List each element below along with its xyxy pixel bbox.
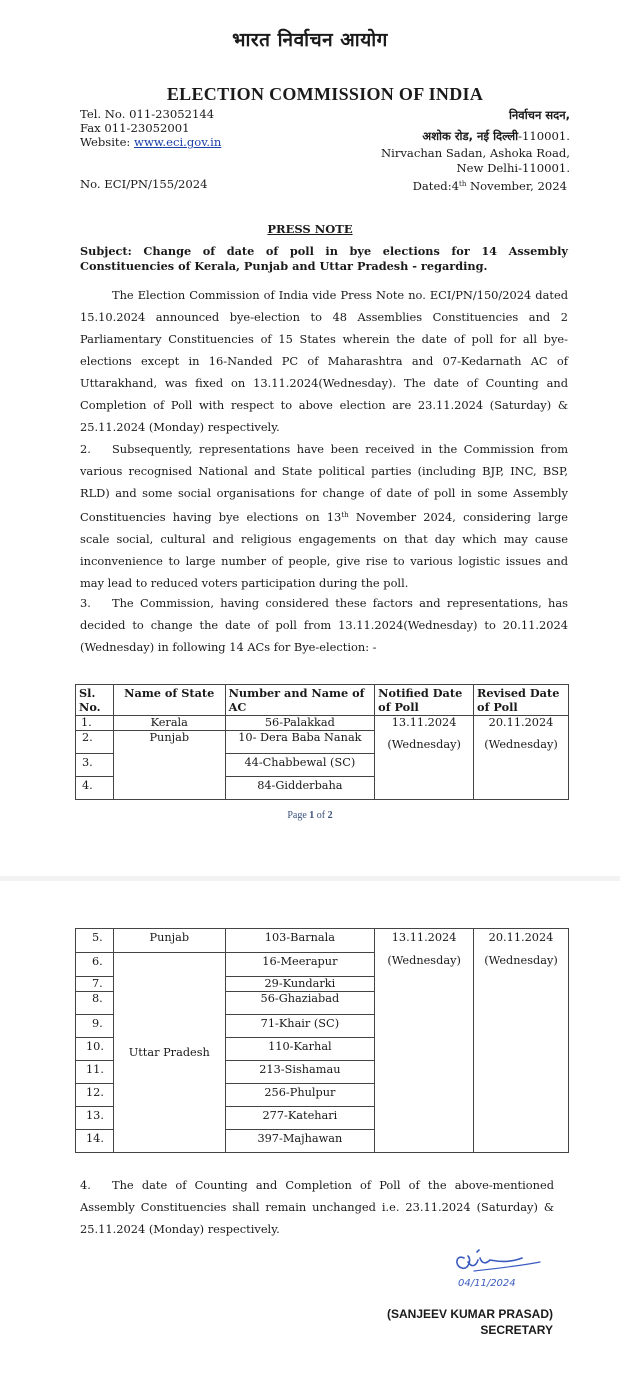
website-label: Website: (80, 135, 135, 149)
address-block (381, 108, 570, 175)
notified-date-cell: 13.11.2024 (Wednesday) (375, 716, 474, 800)
paragraph-1-text: The Election Commission of India vide Press Note no. ECI/PN/150/2024 dated 15.10.2024 announced bye-election to 48 Assemblies Constituencies and 2 Parliamentary Constituencies of 15 States wherein the date of poll for all bye-elections except in 16-Nanded PC of Maharashtra and 07-Kedarnath AC of Uttarakhand, was fixed on 13.11.2024(Wednesday). The date of Counting and Completion of Poll with respect to above election are 23.11.2024 (Saturday) & 25.11.2024 (Monday) respectively. (80, 288, 568, 434)
state-cell: Kerala (113, 716, 225, 731)
address-line1: Nirvachan Sadan, Ashoka Road, (380, 146, 570, 161)
header-state: Name of State (113, 685, 225, 716)
paragraph-2-text-a: Subsequently, representations have been received in the Commission from various recognised National and State political parties (including BJP, INC, BSP, RLD) and some social organisations for change of date of poll in some Assembly Constituencies having bye elections on 13 (80, 442, 568, 524)
signatory-block (387, 1306, 553, 1338)
bye-election-table-page2 (75, 928, 569, 1153)
state-cell: Punjab (113, 731, 225, 800)
paragraph-3-text: The Commission, having considered these factors and representations, has decided to change the date of poll from 13.11.2024(Wednesday) to 20.11.2024 (Wednesday) in following 14 ACs for Bye-election: - (80, 596, 568, 654)
table-row: 10. 110-Karhal (76, 1038, 569, 1061)
ac-cell: 213-Sishamau (225, 1061, 375, 1084)
table-row: 12. 256-Phulpur (76, 1084, 569, 1107)
paragraph-4-text: The date of Counting and Completion of Poll of the above-mentioned Assembly Constituencies shall remain unchanged i.e. 23.11.2024 (Saturday) & 25.11.2024 (Monday) respectively. (80, 1178, 554, 1236)
address-hindi-line1: निर्वाचन सदन, (508, 108, 570, 122)
table-row: 7. 29-Kundarki (76, 977, 569, 992)
ac-cell: 397-Majhawan (225, 1130, 375, 1153)
table-header-row (76, 685, 569, 716)
table-row: 14. 397-Majhawan (76, 1130, 569, 1153)
table-row: 4. 84-Gidderbaha (76, 777, 569, 800)
paragraph-2-text-b: November 2024, considering large scale social, cultural and religious engagements on that day which may cause inconvenience to large number of people, give rise to various logistic issues and may lead to reduced voters participation during the poll. (80, 510, 569, 590)
dated-sup: th (459, 180, 467, 188)
signature-icon (450, 1244, 550, 1294)
address-hindi-pin: -110001. (518, 128, 570, 143)
website-line (80, 135, 221, 149)
ac-cell: 56-Palakkad (225, 716, 375, 731)
bye-election-table-page1 (75, 684, 569, 800)
dated-suffix: November, 2024 (466, 179, 567, 193)
table-row: 9. 71-Khair (SC) (76, 1015, 569, 1038)
ac-cell: 71-Khair (SC) (225, 1015, 375, 1038)
paragraph-4-number: 4. (80, 1178, 91, 1192)
table-row: 1. Kerala 56-Palakkad 13.11.2024 (Wednesday) 20.11.2024 (Wednesday) (76, 716, 569, 731)
paragraph-2-number: 2. (80, 442, 91, 456)
paragraph-2-sup: th (341, 511, 349, 519)
current-page: 1 (309, 810, 315, 821)
ac-cell: 256-Phulpur (225, 1084, 375, 1107)
ac-cell: 10- Dera Baba Nanak (225, 731, 375, 754)
ac-cell: 56-Ghaziabad (225, 992, 375, 1015)
notified-date-cell: 13.11.2024 (Wednesday) (375, 929, 474, 1153)
dated-prefix: Dated:4 (412, 179, 460, 193)
ac-cell: 110-Karhal (225, 1038, 375, 1061)
table-row: 8. 56-Ghaziabad (76, 992, 569, 1015)
subject-line: Subject: Change of date of poll in bye elections for 14 Assembly Constituencies of Kerala, Punjab and Uttar Pradesh - regarding. (80, 244, 568, 273)
fax-number: Fax 011-23052001 (80, 121, 190, 135)
ac-cell: 16-Meerapur (225, 953, 375, 977)
address-hindi-line2 (381, 129, 570, 144)
website-link[interactable]: www.eci.gov.in (134, 135, 222, 149)
english-title-text: ELECTION COMMISSION OF INDIA (166, 84, 484, 104)
signatory-designation: SECRETARY (480, 1323, 553, 1337)
dated-line (413, 177, 567, 194)
signature-date: 04/11/2024 (458, 1278, 516, 1289)
table-row: 6. Uttar Pradesh 16-Meerapur (76, 953, 569, 977)
ac-cell: 44-Chabbewal (SC) (225, 754, 375, 777)
address-line2: New Delhi-110001. (456, 160, 570, 175)
press-note-title: PRESS NOTE (267, 222, 353, 236)
address-hindi-text: अशोक रोड, नई दिल्ली (422, 128, 519, 143)
header-notified-date: Notified Date of Poll (375, 685, 474, 716)
reference-number: No. ECI/PN/155/2024 (80, 177, 208, 191)
hindi-title: भारत निर्वाचन आयोग (232, 29, 388, 51)
revised-date-cell: 20.11.2024 (Wednesday) (474, 929, 569, 1153)
paragraph-1 (80, 284, 568, 438)
ac-cell: 29-Kundarki (225, 977, 375, 992)
paragraph-3 (80, 592, 568, 658)
paragraph-3-number: 3. (80, 596, 91, 610)
header-revised-date: Revised Date of Poll (474, 685, 569, 716)
table-row: 13. 277-Katehari (76, 1107, 569, 1130)
state-cell: Punjab (113, 929, 225, 953)
table-row: 2. Punjab 10- Dera Baba Nanak (76, 731, 569, 754)
total-pages: 2 (327, 810, 333, 821)
page-separator (0, 876, 620, 881)
ac-cell: 84-Gidderbaha (225, 777, 375, 800)
contact-block (80, 107, 221, 149)
page-number-footer: Page 1 of 2 (287, 810, 333, 821)
table-row: 11. 213-Sishamau (76, 1061, 569, 1084)
ac-cell: 103-Barnala (225, 929, 375, 953)
paragraph-4 (80, 1174, 554, 1240)
table-row: 3. 44-Chabbewal (SC) (76, 754, 569, 777)
header-ac: Number and Name of AC (225, 685, 375, 716)
state-cell: Uttar Pradesh (113, 953, 225, 1153)
tel-number: Tel. No. 011-23052144 (80, 107, 215, 121)
paragraph-2 (80, 438, 568, 594)
revised-date-cell: 20.11.2024 (Wednesday) (474, 716, 569, 800)
signatory-name: (SANJEEV KUMAR PRASAD) (386, 1307, 553, 1321)
header-sl-no: Sl. No. (76, 685, 114, 716)
english-title (0, 84, 620, 105)
table-row: 5. Punjab 103-Barnala 13.11.2024 (Wednesday) 20.11.2024 (Wednesday) (76, 929, 569, 953)
ac-cell: 277-Katehari (225, 1107, 375, 1130)
